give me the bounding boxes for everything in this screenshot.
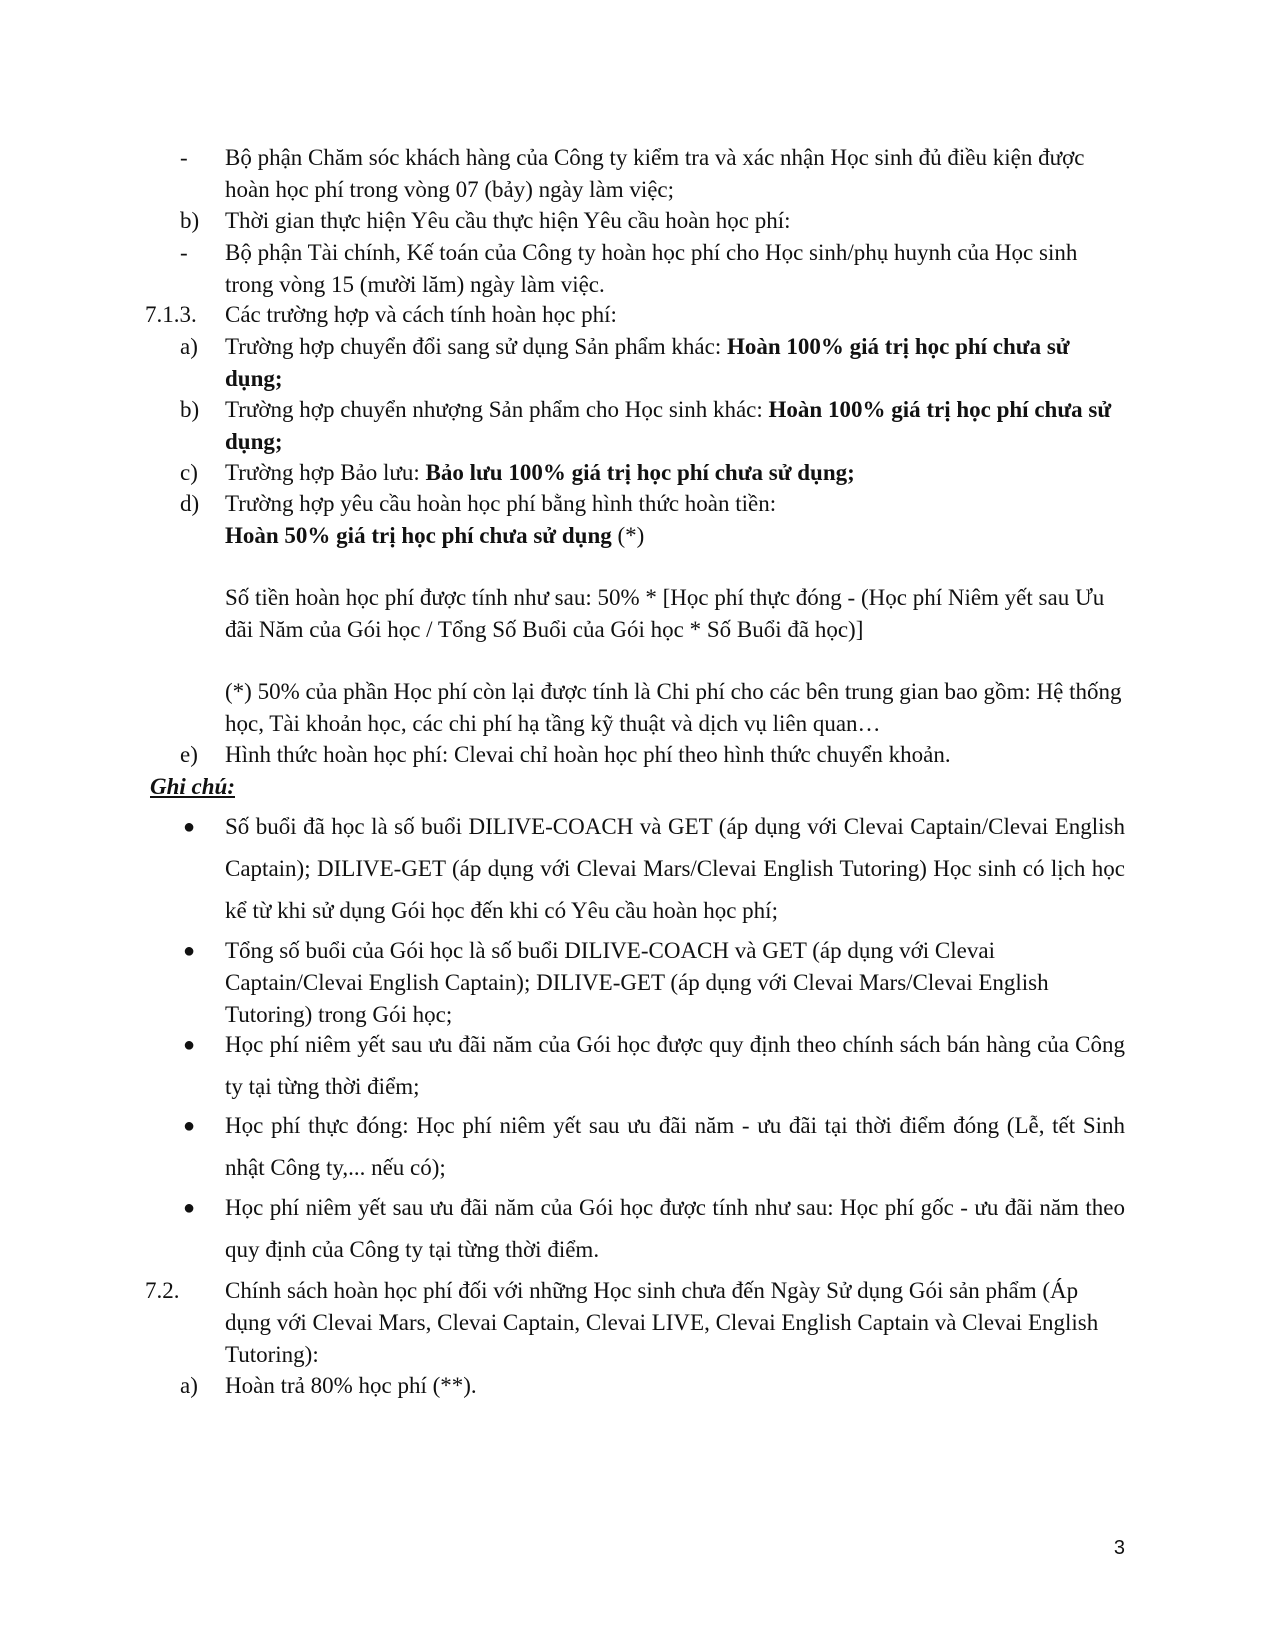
list-marker: b) [180, 208, 200, 233]
formula-paragraph: Số tiền hoàn học phí được tính như sau: 50% * [Học phí thực đóng - (Học phí Niêm yết sau Ưu đãi Năm của Gói học / Tổng Số Buổi của Gói học * Số Buổi đã học)] [225, 585, 1105, 642]
list-marker: - [180, 145, 188, 170]
list-item-text: Hoàn trả 80% học phí (**). [225, 1373, 477, 1398]
list-marker: d) [180, 491, 200, 516]
list-item-text: Trường hợp chuyển đổi sang sử dụng Sản phẩm khác: Hoàn 100% giá trị học phí chưa sử dụng; [225, 334, 1070, 391]
section-title: Chính sách hoàn học phí đối với những Học sinh chưa đến Ngày Sử dụng Gói sản phẩm (Áp dụng với Clevai Mars, Clevai Captain, Clevai LIVE, Clevai English Captain và Clevai English Tutoring): [225, 1278, 1099, 1367]
section-number: 7.1.3. [145, 302, 197, 327]
bold-text: Hoàn 50% giá trị học phí chưa sử dụng [225, 523, 612, 548]
list-marker: a) [180, 334, 198, 359]
bullet-icon: ● [183, 1197, 196, 1219]
notes-heading: Ghi chú: [150, 774, 235, 799]
list-item-text: Trường hợp Bảo lưu: Bảo lưu 100% giá trị học phí chưa sử dụng; [225, 460, 855, 485]
bold-text: Hoàn 100% giá trị học phí chưa sử dụng; [225, 334, 1070, 391]
list-item-text: Bộ phận Chăm sóc khách hàng của Công ty kiểm tra và xác nhận Học sinh đủ điều kiện được hoàn học phí trong vòng 07 (bảy) ngày làm việc; [225, 145, 1085, 202]
list-marker: a) [180, 1373, 198, 1398]
list-item-text: Hình thức hoàn học phí: Clevai chỉ hoàn học phí theo hình thức chuyển khoản. [225, 742, 951, 767]
note-text: Số buổi đã học là số buổi DILIVE-COACH và GET (áp dụng với Clevai Captain/Clevai English Captain); DILIVE-GET (áp dụng với Clevai Mars/Clevai English Tutoring) Học sinh có lịch học kể từ khi sử dụng Gói học đến khi có Yêu cầu hoàn học phí; [225, 814, 1125, 923]
list-item-text: Bộ phận Tài chính, Kế toán của Công ty hoàn học phí cho Học sinh/phụ huynh của Học sinh trong vòng 15 (mười lăm) ngày làm việc. [225, 240, 1078, 297]
bullet-icon: ● [183, 816, 196, 838]
bullet-icon: ● [183, 1115, 196, 1137]
bullet-icon: ● [183, 1034, 196, 1056]
bold-text: Hoàn 100% giá trị học phí chưa sử dụng; [225, 397, 1112, 454]
footnote-paragraph: (*) 50% của phần Học phí còn lại được tính là Chi phí cho các bên trung gian bao gồm: Hệ thống học, Tài khoản học, các chi phí hạ tầng kỹ thuật và dịch vụ liên quan… [225, 679, 1122, 736]
list-item-text: Thời gian thực hiện Yêu cầu thực hiện Yêu cầu hoàn học phí: [225, 208, 791, 233]
list-item-text: Trường hợp chuyển nhượng Sản phẩm cho Học sinh khác: Hoàn 100% giá trị học phí chưa sử dụng; [225, 397, 1112, 454]
list-marker: b) [180, 397, 200, 422]
bullet-icon: ● [183, 940, 196, 962]
list-marker: - [180, 240, 188, 265]
page-number: 3 [1113, 1537, 1125, 1559]
note-text: Học phí niêm yết sau ưu đãi năm của Gói học được tính như sau: Học phí gốc - ưu đãi năm theo quy định của Công ty tại từng thời điểm. [225, 1195, 1125, 1262]
section-title: Các trường hợp và cách tính hoàn học phí: [225, 302, 617, 327]
note-text: Học phí niêm yết sau ưu đãi năm của Gói học được quy định theo chính sách bán hàng của Công ty tại từng thời điểm; [225, 1032, 1125, 1099]
note-text: Tổng số buổi của Gói học là số buổi DILIVE-COACH và GET (áp dụng với Clevai Captain/Clevai English Captain); DILIVE-GET (áp dụng với Clevai Mars/Clevai English Tutoring) trong Gói học; [225, 938, 1049, 1027]
list-marker: e) [180, 742, 198, 767]
note-text: Học phí thực đóng: Học phí niêm yết sau ưu đãi năm - ưu đãi tại thời điểm đóng (Lễ, tết Sinh nhật Công ty,... nếu có); [225, 1113, 1125, 1180]
list-item-text: Trường hợp yêu cầu hoàn học phí bằng hình thức hoàn tiền: Hoàn 50% giá trị học phí chưa sử dụng (*) [225, 491, 777, 548]
list-marker: c) [180, 460, 198, 485]
bold-text: Bảo lưu 100% giá trị học phí chưa sử dụng; [425, 460, 855, 485]
section-number: 7.2. [145, 1278, 180, 1303]
